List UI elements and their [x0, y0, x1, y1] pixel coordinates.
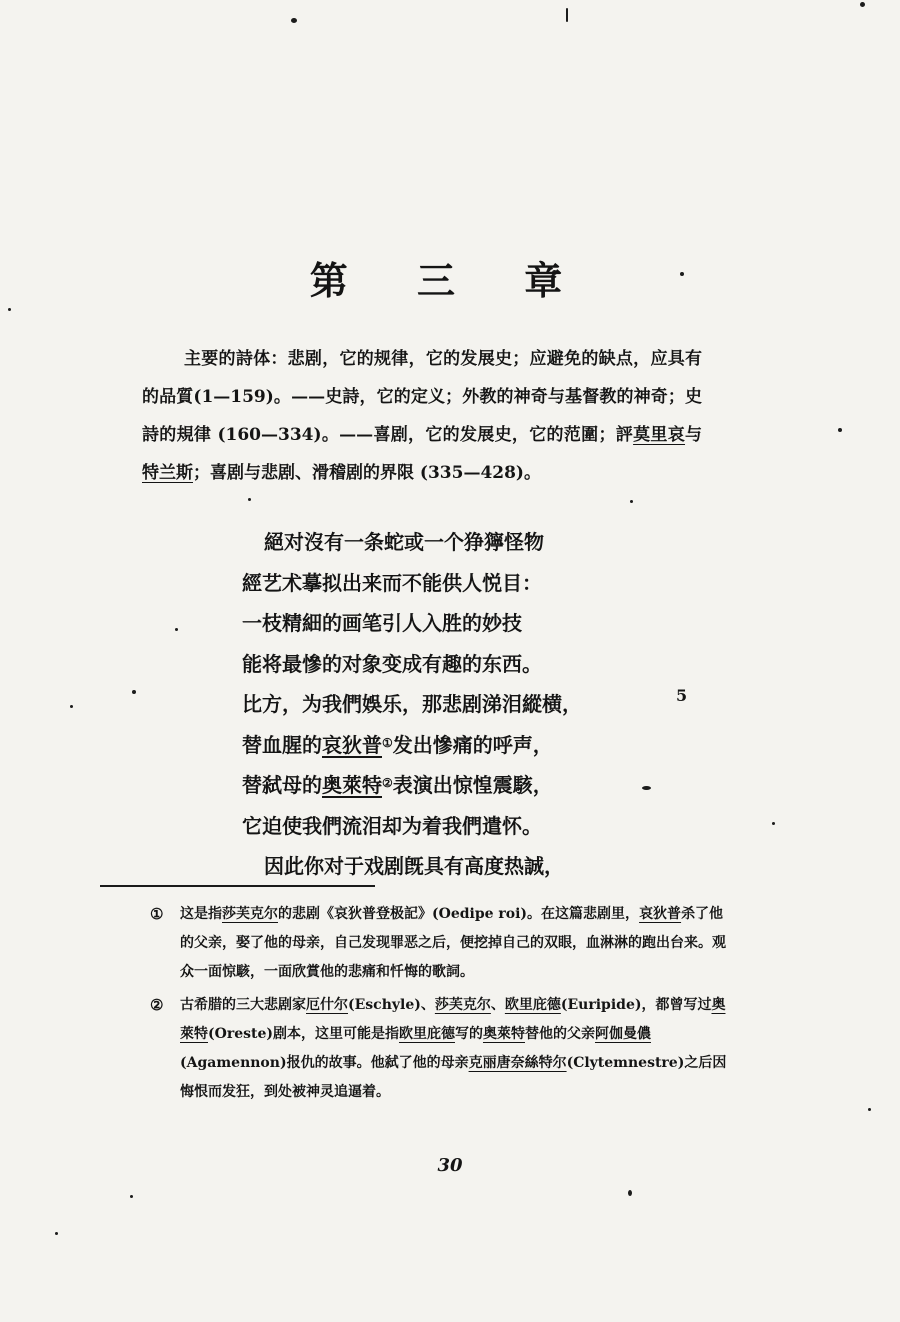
scan-speck: [132, 690, 136, 694]
footnote-text: 替他的父亲: [524, 1026, 595, 1042]
scan-speck: [630, 500, 633, 503]
footnote-text: 写的: [454, 1026, 483, 1042]
poem-name: 哀狄普: [322, 732, 382, 757]
poem-block: [242, 522, 662, 887]
poem-line: [242, 725, 662, 766]
scan-speck: [838, 428, 842, 432]
footnote-name: 莎芙克尔: [222, 906, 278, 922]
footnote-ref: ①: [382, 735, 393, 750]
footnote-text: (Eschyle)、: [348, 997, 435, 1013]
poem-text: 表演出惊惶震駭，: [392, 773, 553, 797]
footnote-text: 古希腊的三大悲剧家: [180, 997, 306, 1013]
poem-name: 奥萊特: [322, 773, 382, 797]
poem-text: 替弑母的: [242, 773, 322, 797]
footnote-name: 奥萊特: [180, 997, 726, 1042]
scan-speck: [70, 705, 73, 708]
footnote-name: 奥萊特: [482, 1026, 525, 1042]
footnote-name: 欧里庇德: [504, 997, 561, 1013]
scan-speck: [8, 308, 11, 311]
footnote-text: 、: [490, 997, 505, 1013]
page-number: 30: [437, 1155, 463, 1176]
footnote-marker: ②: [150, 996, 164, 1014]
poem-line: 經艺术摹拟出来而不能供人悦目：: [242, 570, 542, 595]
footnote-name: 欧里庇德: [398, 1026, 455, 1042]
poem-line: [242, 765, 662, 806]
poem-text: 替血腥的: [242, 732, 322, 757]
footnote-divider: [100, 885, 375, 887]
scan-speck: [566, 8, 568, 22]
footnote-text: 杀了他的父亲，娶了他的母亲，自己发现罪恶之后，便挖掉自己的双眼，血淋淋的跑出台来。观众一面惊駭，一面欣賞他的悲痛和忏悔的歌詞。: [180, 906, 726, 980]
footnote-text: 的悲剧《哀狄普登极記》(Oedipe roi)。在这篇悲剧里，: [278, 906, 640, 922]
footnote-1: [150, 900, 730, 987]
scan-speck: [628, 1190, 632, 1196]
chapter-summary: [142, 340, 702, 492]
footnote-marker: ①: [150, 905, 164, 923]
footnote-text: (Oreste)剧本，这里可能是指: [208, 1026, 399, 1042]
chapter-title: 第 三 章: [309, 258, 591, 303]
poem-text: 发出慘痛的呼声，: [392, 732, 553, 757]
poem-line: 一枝精細的画笔引人入胜的妙技: [242, 611, 522, 635]
summary-name-terence: 特兰斯: [142, 463, 193, 483]
summary-text: 与: [685, 425, 703, 445]
scan-speck: [130, 1195, 133, 1198]
poem-line: 能将最慘的对象变成有趣的东西。: [242, 651, 542, 676]
poem-line: 絕对沒有一条蛇或一个狰獰怪物: [264, 530, 544, 554]
footnote-name: 阿伽曼儂: [594, 1026, 651, 1042]
poem-line: 它迫使我們流泪却为着我們遣怀。: [242, 813, 542, 838]
summary-text: 主要的詩体：悲剧，它的规律，它的发展史；应避免的缺点，应具有的品質(1—159)。——史詩，它的定义；外教的神奇与基督教的神奇；史詩的規律 (160—334)。——喜剧，它的发展史，它的范圍；評: [142, 349, 702, 445]
scan-speck: [868, 1108, 871, 1111]
footnote-name: 哀狄普: [639, 906, 682, 922]
scan-speck: [175, 628, 178, 631]
footnote-name: 厄什尔: [306, 997, 348, 1013]
footnote-name: 莎芙克尔: [434, 997, 491, 1013]
scan-speck: [291, 18, 297, 23]
footnotes: [150, 900, 730, 1111]
scan-speck: [55, 1232, 58, 1235]
footnote-name: 克丽唐奈絲特尔: [468, 1055, 567, 1071]
footnote-ref: ②: [382, 776, 393, 790]
footnote-2: [150, 991, 730, 1107]
poem-line: 因此你对于戏剧旣具有高度热誠，: [264, 854, 564, 878]
scan-speck: [248, 498, 251, 501]
footnote-text: (Clytemnestre)之后因悔恨而发狂，到处被神灵追逼着。: [180, 1055, 727, 1100]
poem-line: 比方，为我們娛乐，那悲剧涕泪縱横，: [242, 692, 582, 716]
footnote-text: (Agamennon)报仇的故事。他弑了他的母亲: [180, 1055, 469, 1071]
verse-line-number: 5: [676, 686, 688, 705]
summary-text: ；喜剧与悲剧、滑稽剧的界限 (335—428)。: [193, 463, 541, 483]
footnote-text: (Euripide)，都曾写过: [560, 997, 712, 1013]
scan-speck: [772, 822, 775, 825]
scan-speck: [860, 2, 865, 7]
summary-name-moliere: 莫里哀: [633, 425, 686, 445]
footnote-text: 这是指: [180, 906, 222, 922]
